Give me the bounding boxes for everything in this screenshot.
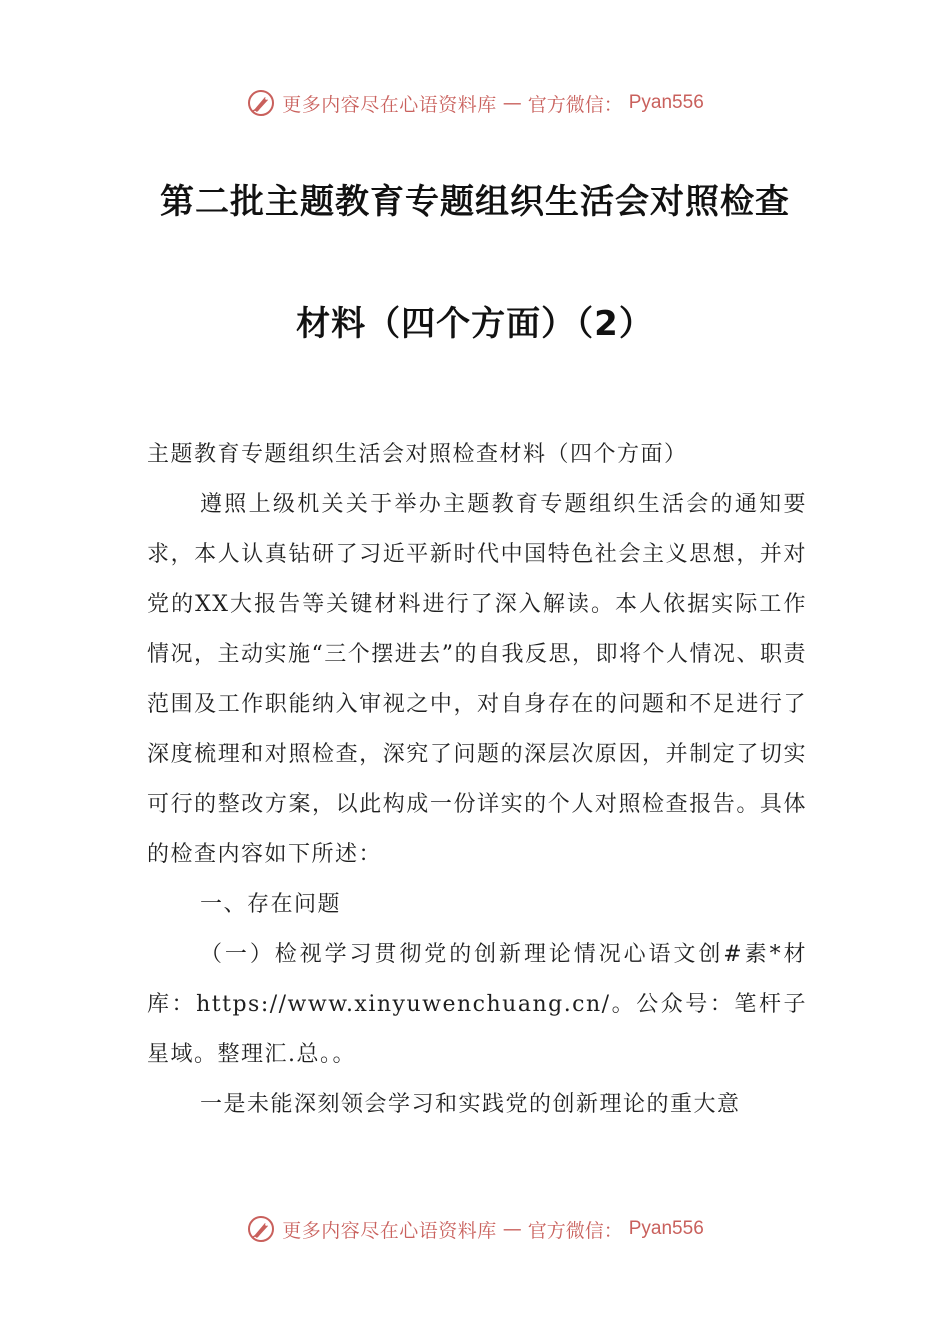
watermark-text: 更多内容尽在心语资料库 bbox=[282, 93, 497, 116]
section-heading: 一、存在问题 bbox=[200, 892, 342, 917]
body-paragraph: 一是未能深刻领会学习和实践党的创新理论的重大意 bbox=[200, 1092, 741, 1117]
footer-watermark bbox=[0, 1212, 950, 1246]
watermark-dash: — bbox=[502, 1218, 522, 1240]
document-body bbox=[147, 430, 807, 1130]
header-watermark bbox=[0, 86, 950, 120]
intro-paragraph: 遵照上级机关关于举办主题教育专题组织生活会的通知要求，本人认真钻研了习近平新时代中国特色社会主义思想，并对党的XX大报告等关键材料进行了深入解读。本人依据实际工作情况，主动实施“三个摆进去”的自我反思，即将个人情况、职责范围及工作职能纳入审视之中，对自身存在的问题和不足进行了深度梳理和对照检查，深究了问题的深层次原因，并制定了切实可行的整改方案，以此构成一份详实的个人对照检查报告。具体的检查内容如下所述： bbox=[147, 492, 807, 867]
document-title-line2: 材料（四个方面）（2） bbox=[296, 304, 654, 344]
document-title-line1: 第二批主题教育专题组织生活会对照检查 bbox=[160, 182, 790, 222]
pen-nib-logo-icon bbox=[246, 88, 276, 118]
pen-nib-logo-icon bbox=[246, 1214, 276, 1244]
watermark-wechat-label: 官方微信： bbox=[527, 93, 623, 116]
document-subtitle: 主题教育专题组织生活会对照检查材料（四个方面） bbox=[147, 442, 688, 467]
watermark-dash: — bbox=[502, 92, 522, 114]
watermark-wechat-id: Pyan556 bbox=[628, 92, 704, 113]
watermark-text: 更多内容尽在心语资料库 bbox=[282, 1219, 497, 1242]
watermark-wechat-id: Pyan556 bbox=[628, 1218, 704, 1239]
watermark-wechat-label: 官方微信： bbox=[527, 1219, 623, 1242]
subsection-heading: （一）检视学习贯彻党的创新理论情况心语文创#素*材库：https://www.xinyuwenchuang.cn/。公众号：笔杆子星域。整理汇.总。。 bbox=[147, 942, 807, 1067]
